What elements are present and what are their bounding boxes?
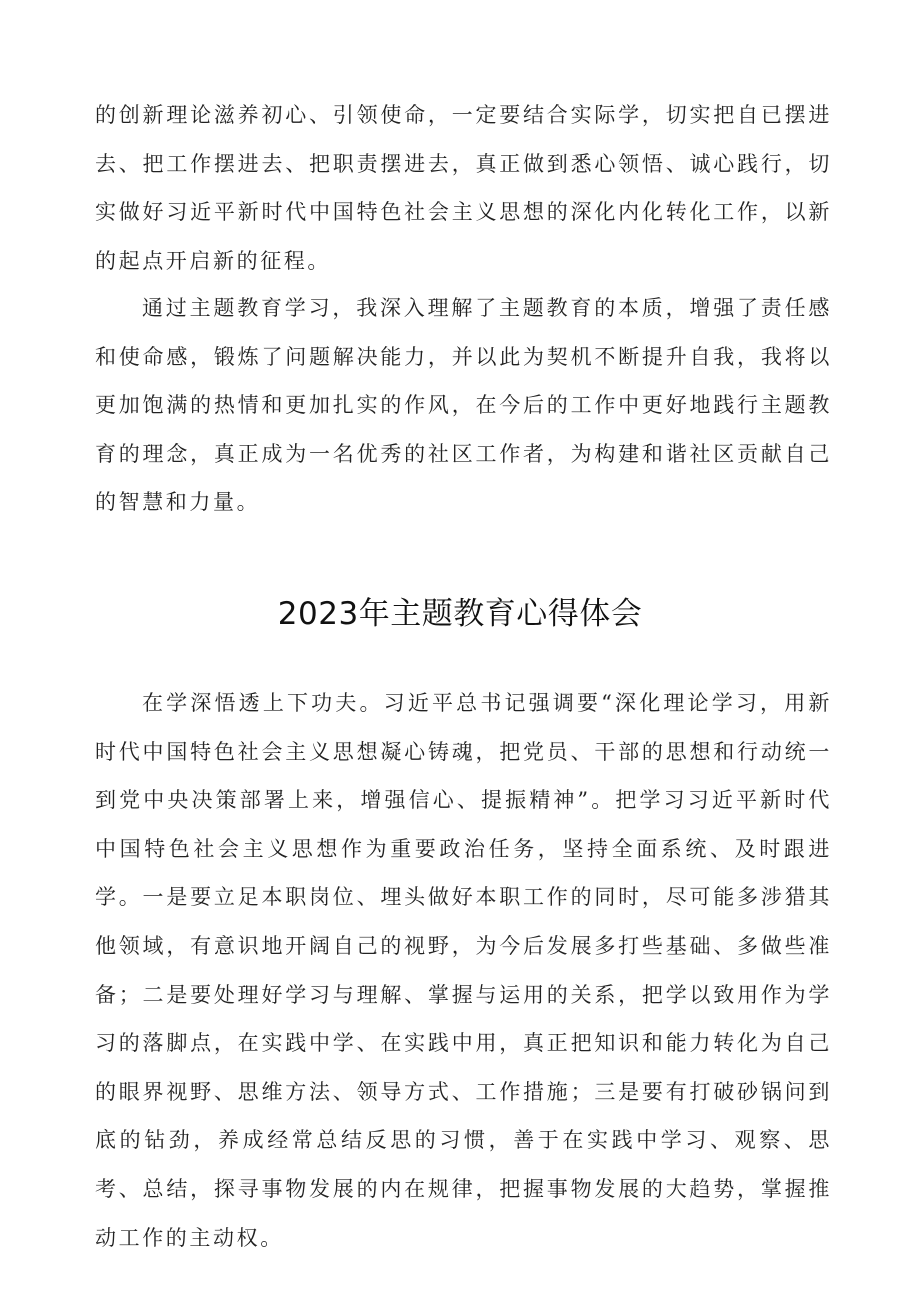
- paragraph-continued: 的创新理论滋养初心、引领使命，一定要结合实际学，切实把自已摆进去、把工作摆进去、把职责摆进去，真正做到悉心领悟、诚心践行，切实做好习近平新时代中国特色社会主义思想的深化内化转化工作，以新的起点开启新的征程。: [95, 103, 832, 273]
- document-title: 2023年主题教育心得体会: [277, 596, 643, 632]
- paragraph-body: 在学深悟透上下功夫。习近平总书记强调要“深化理论学习，用新时代中国特色社会主义思想凝心铸魂，把党员、干部的思想和行动统一到党中央决策部署上来，增强信心、提振精神”。把学习习近平新时代中国特色社会主义思想作为重要政治任务，坚持全面系统、及时跟进学。一是要立足本职岗位、埋头做好本职工作的同时，尽可能多涉猎其他领域，有意识地开阔自己的视野，为今后发展多打些基础、多做些准备；二是要处理好学习与理解、掌握与运用的关系，把学以致用作为学习的落脚点，在实践中学、在实践中用，真正把知识和能力转化为自己的眼界视野、思维方法、领导方式、工作措施；三是要有打破砂锅问到底的钻劲，养成经常总结反思的习惯，善于在实践中学习、观察、思考、总结，探寻事物发展的内在规律，把握事物发展的大趋势，掌握推动工作的主动权。: [95, 691, 832, 1250]
- paragraph-conclusion: 通过主题教育学习，我深入理解了主题教育的本质，增强了责任感和使命感，锻炼了问题解决能力，并以此为契机不断提升自我，我将以更加饱满的热情和更加扎实的作风，在今后的工作中更好地践行主题教育的理念，真正成为一名优秀的社区工作者，为构建和谐社区贡献自己的智慧和力量。: [95, 296, 832, 515]
